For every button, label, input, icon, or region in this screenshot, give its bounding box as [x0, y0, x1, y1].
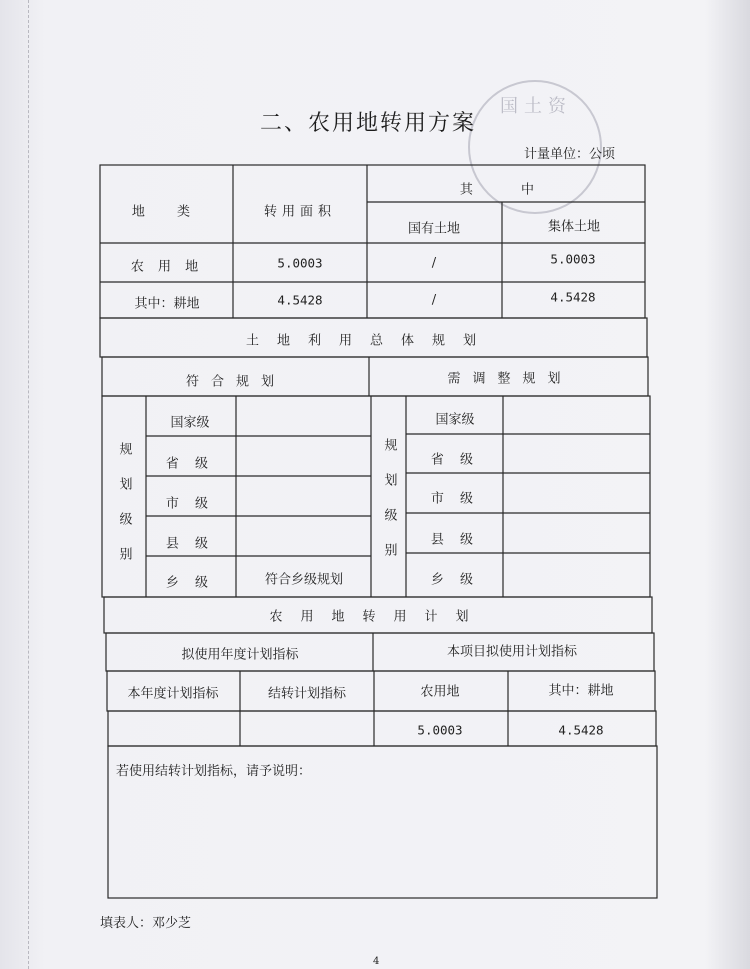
- row-farmland-collective: 5.0003: [550, 251, 596, 267]
- farmland-heading: 农用地: [420, 684, 460, 700]
- row-farmland-label: 农 用 地: [130, 259, 204, 275]
- row-arable-area: 4.5428: [277, 292, 323, 308]
- row-farmland-area: 5.0003: [277, 255, 323, 271]
- page-title: 二、农用地转用方案: [260, 111, 477, 136]
- carry-over-note-label: 若使用结转计划指标，请予说明：: [116, 764, 312, 779]
- plan-heading: 土地利用总体规划: [245, 333, 495, 349]
- arable-value: 4.5428: [558, 722, 604, 738]
- right-level-county: 县 级: [430, 532, 480, 548]
- page-number: 4: [373, 956, 380, 967]
- left-level-township: 乡 级: [165, 575, 215, 591]
- header-state-land: 国有土地: [407, 221, 461, 237]
- carry-over-heading: 结转计划指标: [267, 686, 347, 702]
- stamp-text: 国土资: [500, 96, 572, 117]
- left-level-city: 市 级: [165, 496, 215, 512]
- header-among: 其 中: [459, 182, 557, 198]
- annual-plan-heading: 拟使用年度计划指标: [181, 647, 299, 663]
- left-level-county: 县 级: [165, 536, 215, 552]
- left-level-national: 国家级: [170, 415, 210, 431]
- row-farmland-state: /: [431, 255, 437, 271]
- left-level-province: 省 级: [165, 456, 215, 472]
- adjust-plan-heading: 需调整规划: [447, 371, 573, 387]
- header-land-type: 地 类: [131, 204, 205, 220]
- row-arable-label: 其中：耕地: [134, 296, 200, 312]
- arable-heading: 其中：耕地: [548, 683, 614, 699]
- farmland-value: 5.0003: [417, 722, 463, 738]
- right-level-province: 省 级: [430, 452, 480, 468]
- level-group-right: 规划级别: [381, 438, 397, 578]
- header-collective-land: 集体土地: [547, 219, 601, 235]
- right-level-national: 国家级: [435, 412, 475, 428]
- project-plan-heading: 本项目拟使用计划指标: [446, 644, 578, 660]
- row-arable-state: /: [431, 292, 437, 308]
- binding-edge: [28, 0, 30, 969]
- row-arable-collective: 4.5428: [550, 289, 596, 305]
- filler-signature: 填表人：邓少芝: [100, 916, 192, 931]
- conform-plan-heading: 符合规划: [185, 374, 287, 390]
- this-year-heading: 本年度计划指标: [127, 686, 219, 702]
- unit-label: 计量单位：公顷: [524, 147, 616, 162]
- conform-township-note: 符合乡级规划: [264, 572, 344, 588]
- right-level-city: 市 级: [430, 491, 480, 507]
- conversion-heading: 农用地转用计划: [269, 609, 487, 625]
- level-group-left: 规划级别: [116, 442, 132, 582]
- header-area: 转用面积: [263, 204, 337, 220]
- right-level-township: 乡 级: [430, 572, 480, 588]
